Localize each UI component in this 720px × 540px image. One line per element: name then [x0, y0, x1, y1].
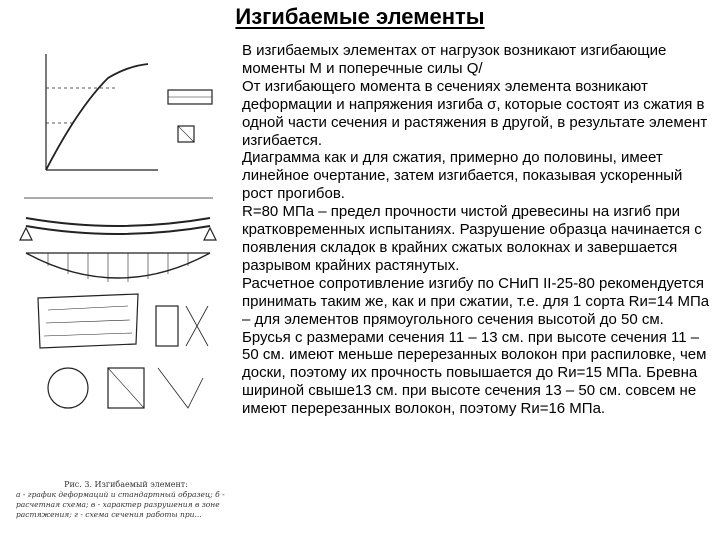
- paragraph-3: Диаграмма как и для сжатия, примерно до половины, имеет линейное очертание, затем изгибается, показывая ускоренный рост прогибов.: [242, 149, 683, 203]
- bending-diagrams-svg: [8, 48, 226, 433]
- failure-sample: [38, 294, 138, 348]
- paragraph-4: R=80 МПа – предел прочности чистой древесины на изгиб при кратковременных испытаниях. Разрушение образца начинается с появления складок в крайних сжатых волокнах и завершается разрывом крайних растянутых.: [242, 203, 702, 274]
- figure-caption: Рис. 3. Изгибаемый элемент: а - график деформаций и стандартный образец; б - расчетная схема; в - характер разрушения в зоне растяжения; г - схема сечения работы при...: [16, 480, 225, 519]
- paragraph-2: От изгибающего момента в сечениях элемента возникают деформации и напряжения изгиба σ, которые состоят из сжатия в одной части сечения и растяжения в другой, в результате элемент изгибается.: [242, 77, 708, 149]
- paragraph-5: Расчетное сопротивление изгибу по СНиП II-25-80 рекомендуется принимать таким же, как и при сжатии, т.е. для 1 сорта Rи=14 МПа – для элементов прямоугольного сечения высотой до 50 см. Брусья с размерами сечения 11 – 13 см. при высоте сечения 11 – 50 см. имеют меньше перерезанных волокон при распиловке, чем доски, поэтому их прочность повышается до Rи=15 МПа. Бревна шириной свыше13 см. при высоте сечения 13 – 50 см. совсем не имеют перерезанных волокон, поэтому Rи=16 МПа.: [242, 274, 710, 418]
- log-section: [48, 368, 88, 408]
- support-left: [20, 228, 32, 240]
- bent-beam: [26, 218, 210, 226]
- bending-figure-illustration: [8, 48, 226, 519]
- stress-strain-curve: [46, 64, 148, 170]
- paragraph-1: В изгибаемых элементах от нагрузок возникают изгибающие моменты М и поперечные силы Q/: [242, 42, 667, 77]
- section-stress-block: [156, 306, 178, 346]
- moment-diagram: [26, 253, 210, 278]
- slide-title: Изгибаемые элементы: [235, 4, 485, 29]
- body-text: [242, 42, 710, 418]
- support-right: [204, 228, 216, 240]
